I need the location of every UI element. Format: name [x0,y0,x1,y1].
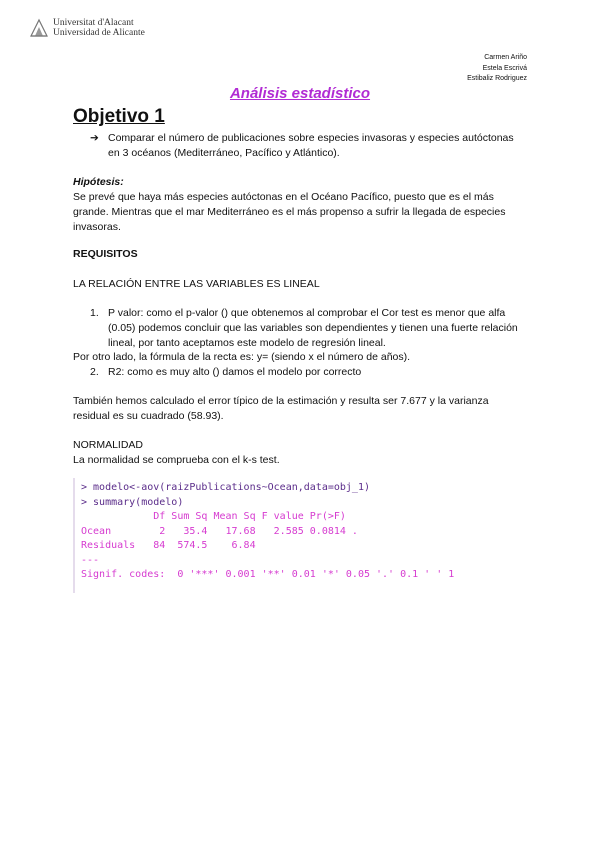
university-name [53,18,145,38]
console-line-6: --- [81,554,100,566]
objective-bullet [90,131,520,161]
objective-heading: Objetivo 1 [73,106,165,127]
pvalue-text: P valor: como el p-valor () que obtenemos al comprobar el Cor test es menor que alfa (0.05) podemos concluir que las variables son dependientes y tienen una fuerte relación lineal, por tanto aceptamos este modelo de regresión lineal. [108,307,518,349]
console-line-3: Df Sum Sq Mean Sq F value Pr(>F) [81,511,346,522]
hypothesis-label: Hipótesis [73,176,121,188]
university-logo-icon [29,18,49,38]
estimation-error-text: También hemos calculado el error típico de la estimación y resulta ser 7.677 y la varianza residual es su cuadrado (58.93). [73,395,489,422]
author-2: Estela Escrivá [482,64,527,72]
authors-block [467,53,527,85]
hypothesis-paragraph [73,175,528,235]
list-number: 1. [90,307,99,319]
normality-text: La normalidad se comprueba con el k-s test. [73,454,280,466]
university-logo [29,18,145,38]
r2-text: R2: como es muy alto () damos el modelo por correcto [108,366,362,378]
console-line-4: Ocean 2 35.4 17.68 2.585 0.0814 . [81,525,358,537]
requirements-heading: REQUISITOS [73,248,138,260]
arrow-right-icon: ➔ [90,132,99,144]
regression-line-text: Por otro lado, la fórmula de la recta es: y= (siendo x el número de años). [73,351,411,363]
linear-relation-heading: LA RELACIÓN ENTRE LAS VARIABLES ES LINEAL [73,278,320,290]
list-number: 2. [90,366,99,378]
list-item-pvalue [90,306,520,351]
console-line-1: > modelo<-aov(raizPublications~Ocean,data=obj_1) [81,482,370,493]
objective-bullet-text: Comparar el número de publicaciones sobre especies invasoras y especies autóctonas en 3 océanos (Mediterráneo, Pacífico y Atlántico). [108,132,514,159]
author-1: Carmen Ariño [484,54,527,61]
r-console-output [73,478,533,593]
author-3: Estibaliz Rodriguez [467,75,527,82]
console-line-7: Signif. codes: 0 '***' 0.001 '**' 0.01 '*' 0.05 '.' 0.1 ' ' 1 [81,569,455,580]
normality-heading: NORMALIDAD [73,439,144,451]
console-line-5: Residuals 84 574.5 6.84 [81,540,256,551]
hypothesis-text: Se prevé que haya más especies autóctonas en el Océano Pacífico, puesto que es el más grande. Mientras que el mar Mediterráneo es el más propenso a sufrir la llegada de especies invasoras. [73,191,506,233]
logo-line-1: Universitat d'Alacant [53,18,134,28]
hypothesis-colon: : [120,176,124,188]
logo-line-2: Universidad de Alicante [53,28,145,38]
console-line-2: > summary(modelo) [81,496,184,508]
list-item-r2 [90,365,520,380]
page-title: Análisis estadístico [229,85,371,102]
